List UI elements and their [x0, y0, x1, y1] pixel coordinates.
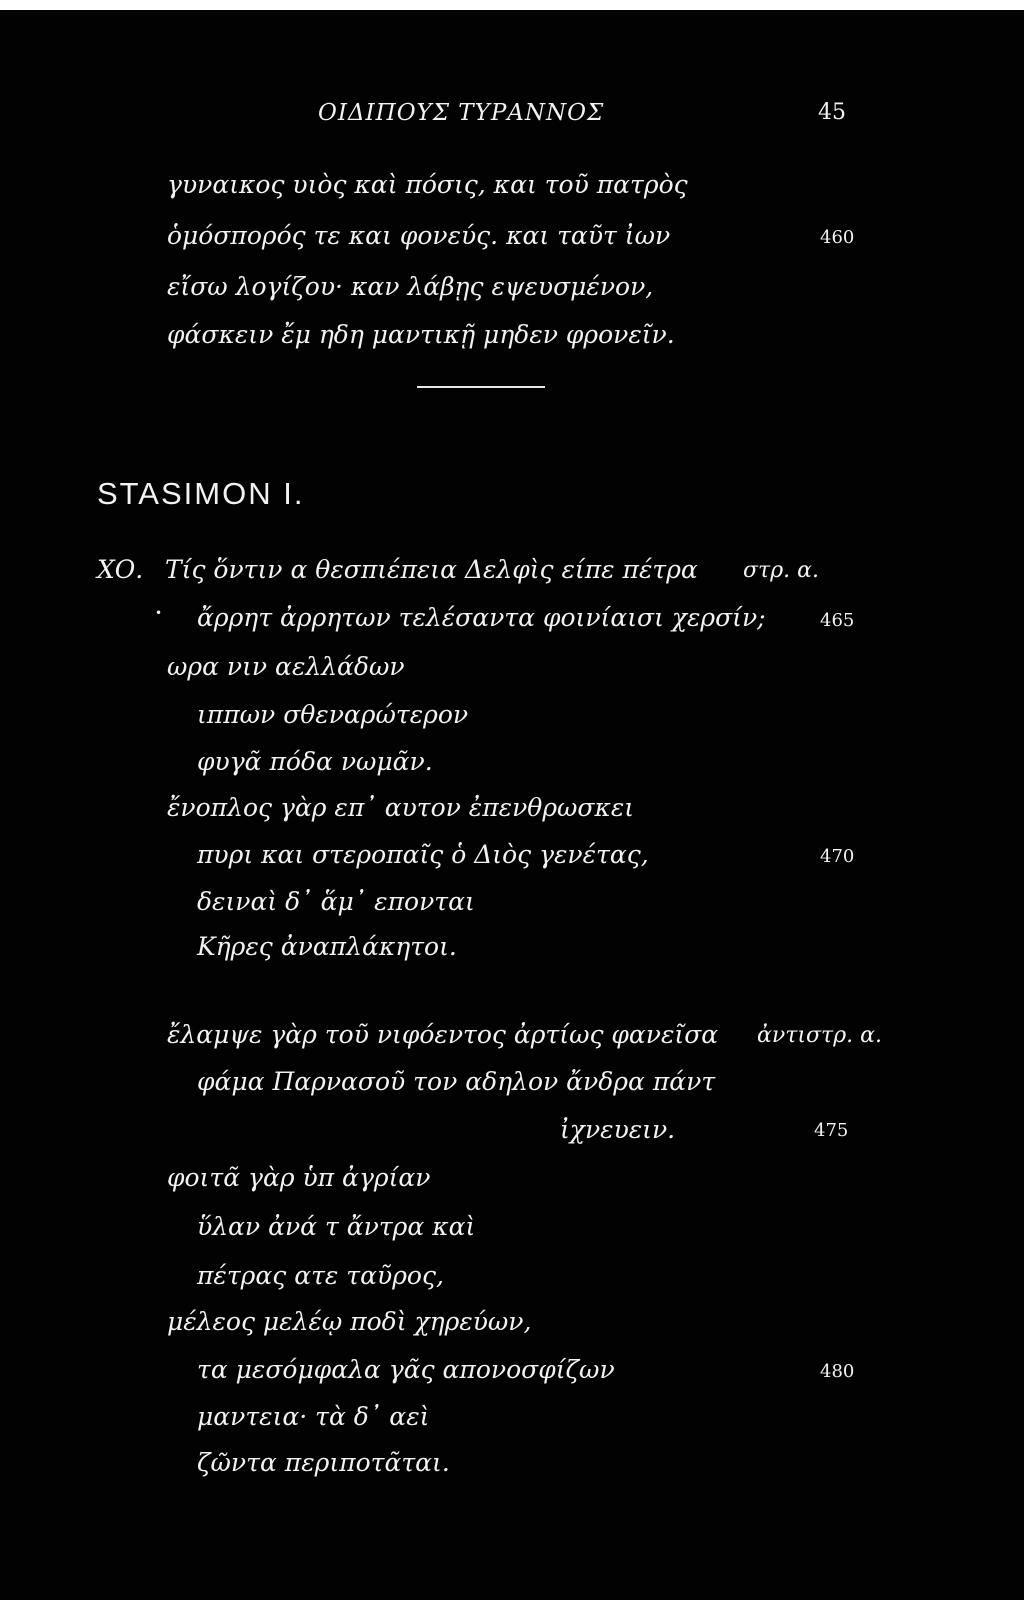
antistrophe-line: ζῶντα περιποτᾶται. [197, 1448, 450, 1477]
antistrophe-line: ἰχνευειν. [560, 1115, 676, 1144]
verse-line: εἴσω λογίζου· καν λάβῃς εψευσμένον, [167, 272, 654, 301]
line-number-465: 465 [820, 610, 855, 631]
bullet-marker: • [155, 606, 163, 620]
antistrophe-line: μαντεια· τὰ δ᾽ αεὶ [197, 1402, 430, 1431]
strophe-line: πυρι και στεροπαῖς ὁ Διὸς γενέτας, [197, 840, 649, 869]
antistrophe-line: ἔλαμψε γὰρ τοῦ νιφόεντος ἀρτίως φανεῖσα [167, 1020, 719, 1049]
strophe-line: ωρα νιν αελλάδων [167, 652, 405, 681]
line-number-475: 475 [814, 1120, 849, 1141]
strophe-line: Τίς ὅντιν α θεσπιέπεια Δελφὶς είπε πέτρα [165, 555, 698, 584]
running-title: ΟΙΔΙΠΟΥΣ ΤΥΡΑΝΝΟΣ [318, 100, 605, 126]
section-divider [417, 386, 545, 388]
strophe-line: ιππων σθεναρώτερον [197, 700, 469, 729]
strophe-line: φυγᾶ πόδα νωμᾶν. [197, 747, 433, 776]
strophe-label: στρ. α. [743, 558, 819, 583]
verse-line: φάσκειν ἔμ ηδη μαντικῇ μηδεν φρονεῖν. [167, 320, 675, 349]
strophe-line: ἄρρητ ἀρρητων τελέσαντα φοινίαισι χερσίν; [197, 603, 766, 632]
antistrophe-label: ἀντιστρ. α. [757, 1023, 882, 1048]
verse-line: γυναικος υιὸς καὶ πόσις, και τοῦ πατρὸς [167, 170, 688, 199]
antistrophe-line: τα μεσόμφαλα γᾶς απονοσφίζων [197, 1355, 615, 1384]
strophe-line: Κῆρες ἀναπλάκητοι. [197, 932, 457, 961]
page-number: 45 [818, 100, 846, 125]
antistrophe-line: φάμα Παρνασοῦ τον αδηλον ἄνδρα πάντ [197, 1067, 716, 1096]
strophe-line: ἔνοπλος γὰρ επ᾽ αυτον ἐπενθρωσκει [167, 793, 635, 822]
speaker-label: ΧΟ. [97, 555, 144, 584]
antistrophe-line: ὕλαν ἀνά τ ἄντρα καὶ [197, 1212, 476, 1241]
strophe-line: δειναὶ δ᾽ ἅμ᾽ επονται [197, 887, 475, 916]
antistrophe-line: μέλεος μελέῳ ποδὶ χηρεύων, [167, 1307, 532, 1336]
line-number-480: 480 [820, 1361, 855, 1382]
verse-line: ὁμόσπορός τε και φονεύς. και ταῦτ ἰων [167, 221, 671, 250]
line-number-460: 460 [820, 227, 855, 248]
antistrophe-line: φοιτᾶ γὰρ ὑπ ἀγρίαν [167, 1163, 431, 1192]
line-number-470: 470 [820, 846, 855, 867]
section-heading: STASIMON I. [97, 476, 305, 511]
antistrophe-line: πέτρας ατε ταῦρος, [197, 1261, 444, 1290]
